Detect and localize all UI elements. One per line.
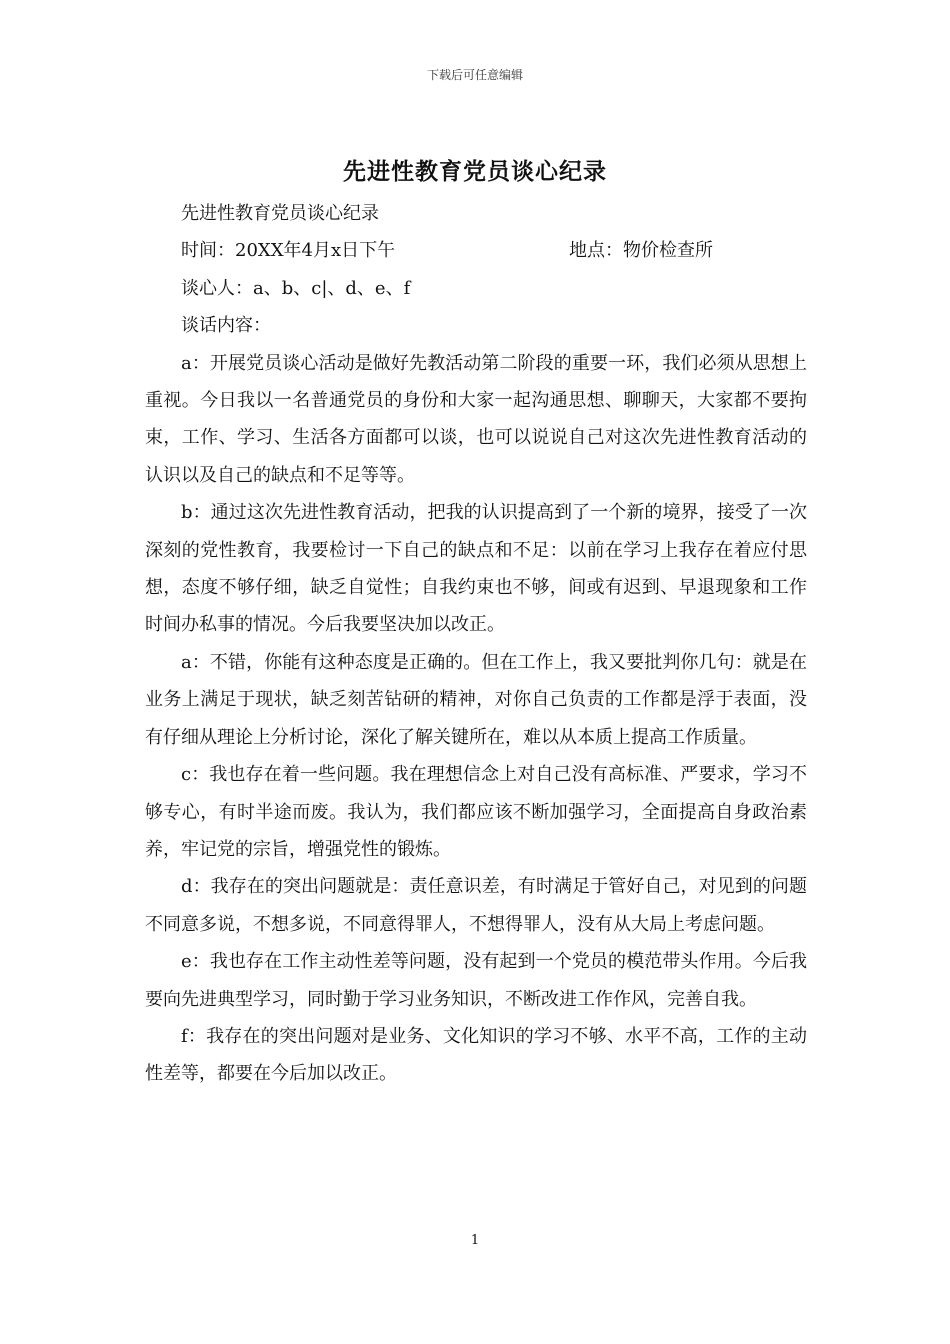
document-subtitle: 先进性教育党员谈心纪录 [181, 203, 379, 224]
paragraph-d: d：我存在的突出问题就是：责任意识差，有时满足于管好自己，对见到的问题不同意多说，不想多说，不同意得罪人，不想得罪人，没有从大局上考虑问题。 [145, 876, 807, 935]
paragraph-c: c：我也存在着一些问题。我在理想信念上对自己没有高标准、严要求，学习不够专心，有时半途而废。我认为，我们都应该不断加强学习，全面提高自身政治素养，牢记党的宗旨，增强党性的锻炼。 [145, 764, 807, 860]
meeting-location: 地点：物价检查所 [569, 240, 713, 262]
paragraph-a-2: a：不错，你能有这种态度是正确的。但在工作上，我又要批判你几句：就是在业务上满足于现状，缺乏刻苦钻研的精神，对你自己负责的工作都是浮于表面，没有仔细从理论上分析讨论，深化了解关键所在，难以从本质上提高工作质量。 [145, 651, 807, 748]
paragraph-b: b：通过这次先进性教育活动，把我的认识提高到了一个新的境界，接受了一次深刻的党性教育，我要检讨一下自己的缺点和不足：以前在学习上我存在着应付思想，态度不够仔细，缺乏自觉性；自我约束也不够，间或有迟到、早退现象和工作时间办私事的情况。今后我要坚决加以改正。 [145, 502, 807, 636]
meta-row [145, 232, 807, 269]
paragraph-a-1: a：开展党员谈心活动是做好先教活动第二阶段的重要一环，我们必须从思想上重视。今日我以一名普通党员的身份和大家一起沟通思想、聊聊天，大家都不要拘束，工作、学习、生活各方面都可以谈，也可以说说自己对这次先进性教育活动的认识以及自己的缺点和不足等等。 [145, 352, 807, 486]
page-header: 下载后可任意编辑 [426, 68, 523, 82]
meeting-time: 时间：20XX年4月x日下午 [181, 240, 396, 262]
paragraph-f: f：我存在的突出问题对是业务、文化知识的学习不够、水平不高，工作的主动性差等，都要在今后加以改正。 [145, 1025, 807, 1085]
participants: 谈心人：a、b、c|、d、e、f [181, 277, 411, 299]
document-body [145, 195, 807, 1093]
document-title: 先进性教育党员谈心纪录 [343, 158, 607, 185]
content-label: 谈话内容： [181, 315, 271, 337]
page-number: 1 [470, 1233, 480, 1248]
paragraph-e: e：我也存在工作主动性差等问题，没有起到一个党员的模范带头作用。今后我要向先进典型学习，同时勤于学习业务知识，不断改进工作作风，完善自我。 [145, 951, 807, 1010]
